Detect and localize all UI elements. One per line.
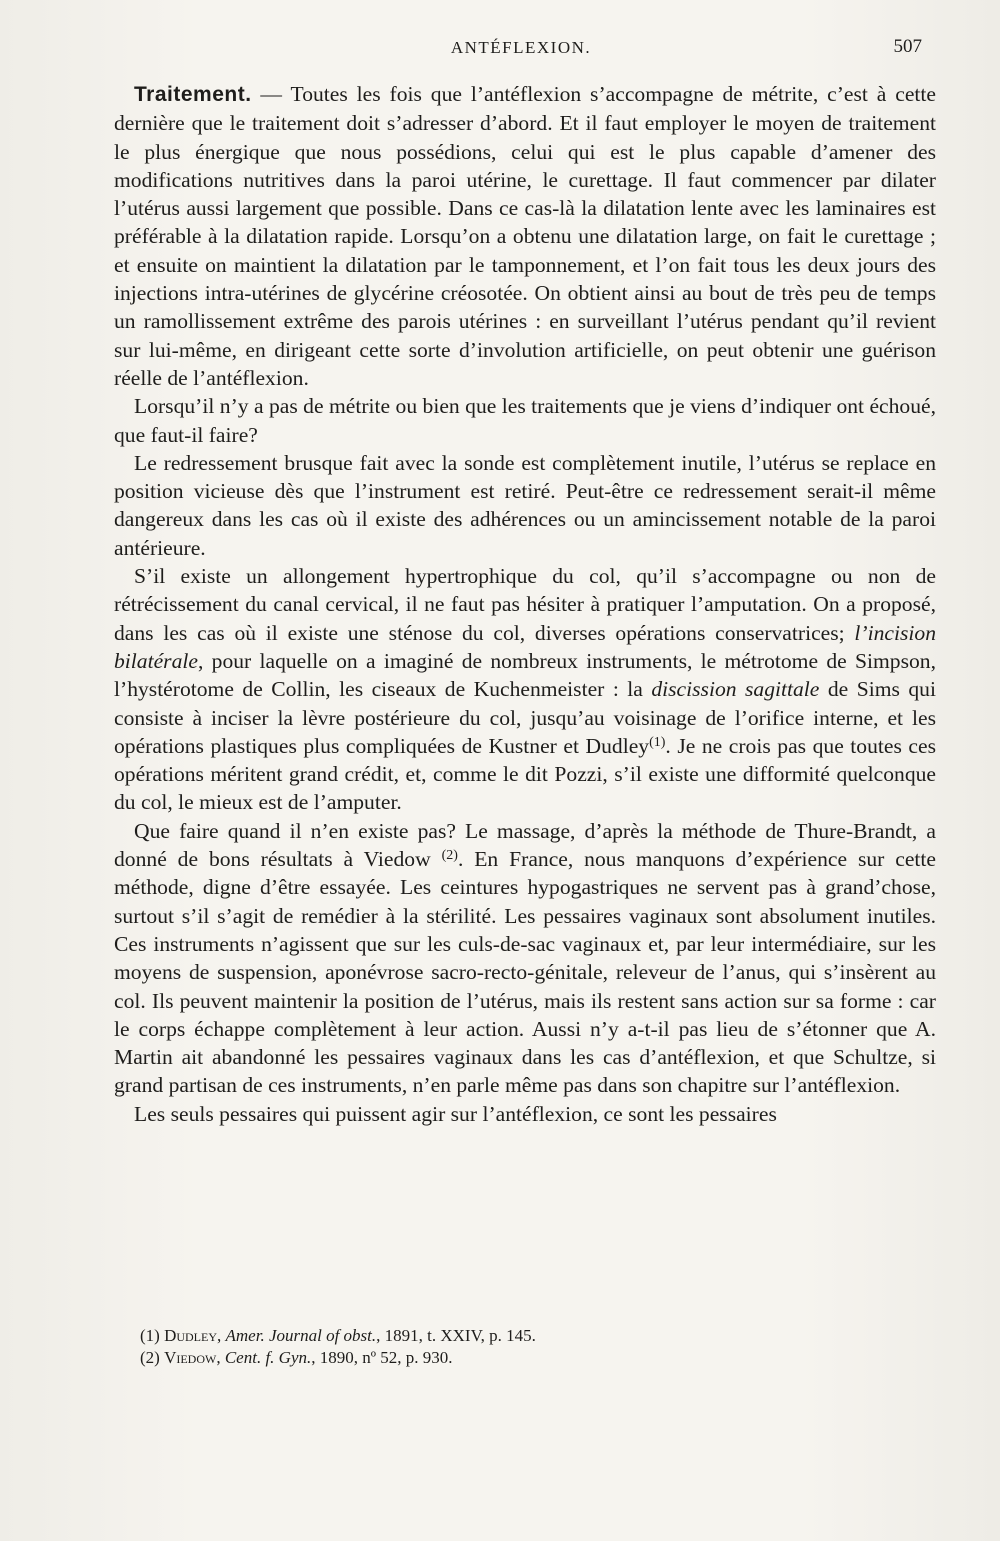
paragraph-4-text-a: S’il existe un allongement hypertrophique du col, qu’il s’accompagne ou non de rétrécissement du canal cervical, il ne faut pas hésiter à pratiquer l’amputation. On a proposé, dans les cas où il existe une sténose du col, diverses opérations conservatrices; (114, 564, 936, 645)
footnote-1-author: Dudley (164, 1326, 218, 1345)
footnote-2-author: Viedow (164, 1348, 217, 1367)
footnote-ref-1: (1) (649, 734, 666, 750)
footnote-2-mark: (2) (140, 1348, 160, 1367)
footnote-1-rest: , 1891, t. XXIV, p. 145. (376, 1326, 536, 1345)
italic-term-incision: l’incision bilatérale (114, 620, 936, 673)
footnote-1: (1) Dudley, Amer. Journal of obst., 1891, t. XXIV, p. 145. (140, 1326, 536, 1345)
page-header (120, 38, 922, 68)
page-number: 507 (893, 36, 922, 57)
footnotes (140, 1325, 840, 1369)
footnote-1-mark: (1) (140, 1326, 160, 1345)
paragraph-1-text: — Toutes les fois que l’antéflexion s’accompagne de métrite, c’est à cette dernière que le traitement doit s’adresser d’abord. Et il faut employer le moyen de traitement le plus énergique que nous possédions, celui qui est le plus capable d’amener des modifications nutritives dans la paroi utérine, le curettage. Il faut commencer par dilater l’utérus aussi largement que possible. Dans ce cas-là la dilatation lente avec les laminaires est préférable à la dilatation rapide. Lorsqu’on a obtenu une dilatation large, on fait le curettage ; et ensuite on maintient la dilatation par le tamponnement, et l’on fait tous les deux jours des injections intra-utérines de glycérine créosotée. On obtient ainsi au bout de très peu de temps un ramollissement extrême des parois utérines : en surveillant l’utérus pendant qu’il revient sur lui-même, en dirigeant cette sorte d’involution artificielle, on peut obtenir une guérison réelle de l’antéflexion. (114, 82, 936, 390)
paragraph-5-text-b: . En France, nous manquons d’expérience sur cette méthode, digne d’être essayée. Les ceintures hypogastriques ne servent pas à grand’chose, surtout s’il s’agit de remédier à la stérilité. Les pessaires vaginaux sont absolument inutiles. Ces instruments n’agissent que sur les culs-de-sac vaginaux et, par leur intermédiaire, sur les moyens de suspension, aponévrose sacro-recto-génitale, releveur de l’anus, qui s’insèrent au col. Ils peuvent maintenir la position de l’utérus, mais ils restent sans action sur sa forme : car le corps échappe complètement à leur action. Aussi n’y a-t-il pas lieu de s’étonner que A. Martin ait abandonné les pessaires vaginaux dans les cas d’antéflexion, et que Schultze, si grand partisan de ces instruments, n’en parle même pas dans son chapitre sur l’antéflexion. (114, 847, 936, 1098)
italic-term-discission: discission sagittale (651, 677, 820, 702)
paragraph-4-text-d: . Je ne crois pas que toutes ces opérations méritent grand crédit, et, comme le dit Pozzi, s’il existe une difformité quelconque du col, le mieux est de l’amputer. (114, 733, 936, 815)
paragraph-4-text-b: , pour laquelle on a imaginé de nombreux instruments, le métrotome de Simpson, l’hystérotome de Collin, les ciseaux de Kuchenmeister : la (114, 648, 936, 702)
footnote-1-source: Amer. Journal of obst. (225, 1326, 377, 1345)
footnote-2-rest: , 1890, nº 52, p. 930. (311, 1348, 453, 1367)
running-title: ANTÉFLEXION. (450, 38, 592, 57)
paragraph-4-text-c: de Sims qui consiste à inciser la lèvre postérieure du col, jusqu’au voisinage de l’orifice interne, et les opérations plastiques plus compliquées de Kustner et Dudley (114, 677, 936, 758)
section-heading: Traitement. (134, 83, 252, 106)
paragraph-3: Le redressement brusque fait avec la sonde est complètement inutile, l’utérus se replace en position vicieuse dès que l’instrument est retiré. Peut-être ce redressement serait-il même dangereux dans les cas où il existe des adhérences ou un amincissement notable de la paroi antérieure. (114, 450, 936, 560)
footnote-2-source: Cent. f. Gyn. (224, 1348, 312, 1367)
footnote-2: (2) Viedow, Cent. f. Gyn., 1890, nº 52, p. 930. (140, 1348, 453, 1367)
footnote-ref-2: (2) (441, 848, 458, 864)
paragraph-1 (114, 80, 936, 392)
paragraph-6: Les seuls pessaires qui puissent agir sur l’antéflexion, ce sont les pessaires (134, 1101, 777, 1126)
paragraph-5-text-a: Que faire quand il n’en existe pas? Le massage, d’après la méthode de Thure-Brandt, a donné de bons résultats à Viedow (114, 818, 936, 872)
body-text (114, 80, 936, 1128)
paragraph-2: Lorsqu’il n’y a pas de métrite ou bien que les traitements que je viens d’indiquer ont échoué, que faut-il faire? (114, 394, 936, 447)
paragraph-4 (114, 562, 936, 817)
paragraph-5 (114, 817, 936, 1100)
